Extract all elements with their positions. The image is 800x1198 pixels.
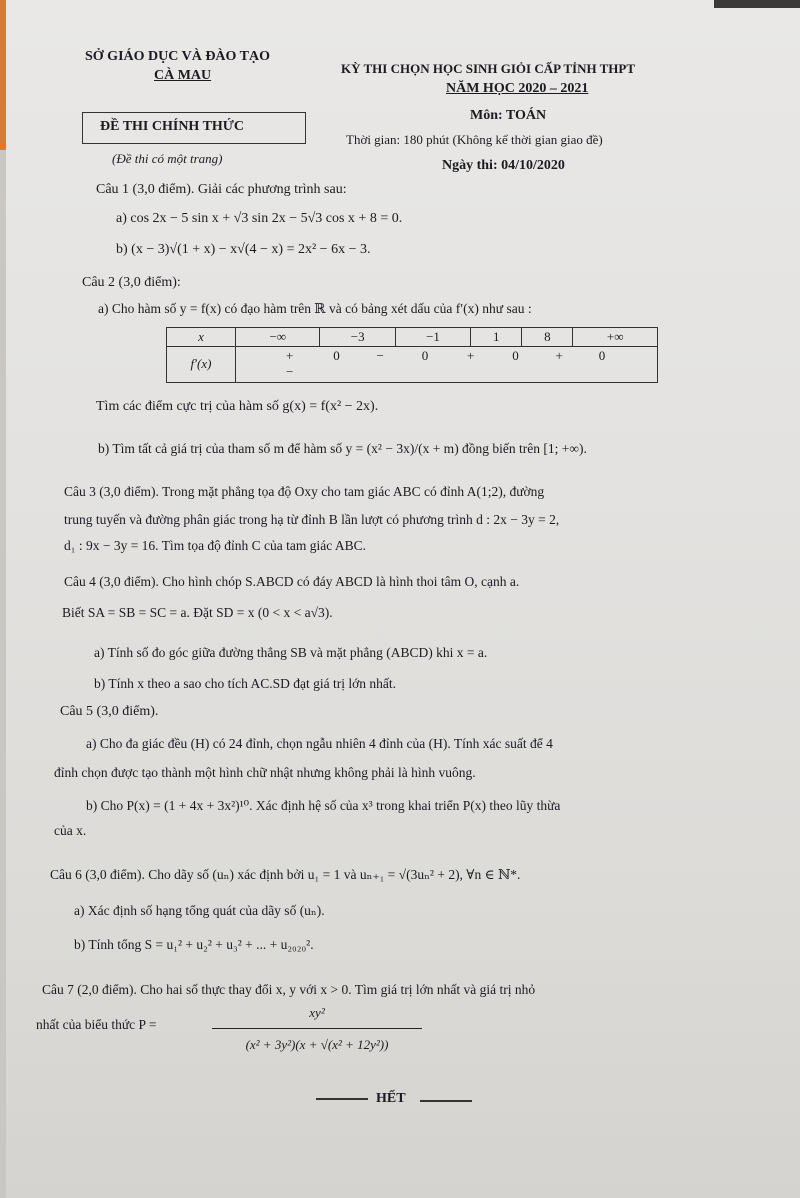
sign: − [376,348,384,364]
q7-fraction-bar [212,1028,422,1029]
q3-line1: Câu 3 (3,0 điểm). Trong mặt phẳng tọa độ Oxy cho tam giác ABC có đỉnh A(1;2), đường [64,484,545,499]
q3-line2: trung tuyến và đường phân giác trong hạ từ đỉnh B lần lượt có phương trình d : 2x − 3y = 2, [64,512,560,527]
end-rule-left [316,1098,368,1100]
q4-a: a) Tính số đo góc giữa đường thẳng SB và mặt phẳng (ABCD) khi x = a. [94,645,488,660]
q7-denominator: (x² + 3y²)(x + √(x² + 12y²)) [245,1037,389,1052]
q2-title: Câu 2 (3,0 điểm): [82,275,181,290]
q6-line1: Câu 6 (3,0 điểm). Cho dãy số (uₙ) xác định bởi u₁ = 1 và uₙ₊₁ = √(3uₙ² + 2), ∀n ∈ ℕ*. [50,867,521,882]
sign: + [286,348,294,364]
sign: 0 [421,348,429,364]
q4-b: b) Tính x theo a sao cho tích AC.SD đạt giá trị lớn nhất. [94,676,396,691]
sign-table-cell: −∞ [236,328,320,347]
q2-a: a) Cho hàm số y = f(x) có đạo hàm trên ℝ và có bảng xét dấu của f′(x) như sau : [98,301,532,316]
edge-shadow-top [714,0,800,8]
q4-line1: Câu 4 (3,0 điểm). Cho hình chóp S.ABCD có đáy ABCD là hình thoi tâm O, cạnh a. [64,574,520,589]
sign-table [166,327,658,383]
sign-table-cell: 1 [471,328,522,347]
sign-table-signs [236,346,658,382]
sign: + [555,348,563,364]
sign-table-cell: +∞ [573,328,658,347]
q5-b-line1: b) Cho P(x) = (1 + 4x + 3x²)¹⁰. Xác định hệ số của x³ trong khai triển P(x) theo lũy thừa [86,798,561,813]
q5-a-line2: đỉnh chọn được tạo thành một hình chữ nhật nhưng không phải là hình vuông. [54,765,476,780]
q5-a-line1: a) Cho đa giác đều (H) có 24 đỉnh, chọn ngẫu nhiên 4 đỉnh của (H). Tính xác suất để 4 [86,736,553,751]
q4-line2: Biết SA = SB = SC = a. Đặt SD = x (0 < x < a√3). [62,605,333,620]
q3-line3: d₁ : 9x − 3y = 16. Tìm tọa độ đỉnh C của tam giác ABC. [64,538,367,553]
exam-time: Thời gian: 180 phút (Không kể thời gian giao đề) [346,132,603,147]
subject: Môn: TOÁN [470,108,547,123]
sign: + [467,348,475,364]
q6-b: b) Tính tổng S = u₁² + u₂² + u₃² + ... + u₂₀₂₀². [74,937,314,952]
sign-table-row-fprime [167,346,658,382]
school-year: NĂM HỌC 2020 – 2021 [446,81,589,96]
end-rule-right [420,1100,472,1102]
dept-line2: CÀ MAU [154,68,212,83]
sign-table-cell: 8 [522,328,573,347]
exam-title: KỲ THI CHỌN HỌC SINH GIỎI CẤP TỈNH THPT [341,61,636,76]
end-label: HẾT [376,1091,406,1106]
q2-b: b) Tìm tất cả giá trị của tham số m để hàm số y = (x² − 3x)/(x + m) đồng biến trên [1; +∞). [98,441,587,456]
sign: 0 [598,348,606,364]
q6-a: a) Xác định số hạng tổng quát của dãy số (uₙ). [74,903,325,918]
page-note: (Đề thi có một trang) [112,151,223,166]
q1-a: a) cos 2x − 5 sin x + √3 sin 2x − 5√3 cos x + 8 = 0. [116,211,403,226]
sign-table-cell: −3 [320,328,395,347]
exam-paper [6,0,800,1198]
dept-line1: SỞ GIÁO DỤC VÀ ĐÀO TẠO [85,49,271,64]
sign: 0 [333,348,340,364]
sign-table-row-x [167,328,658,347]
sign: − [286,364,294,380]
q5-b-line2: của x. [54,823,87,838]
sign: 0 [512,348,519,364]
q2-a2: Tìm các điểm cực trị của hàm số g(x) = f(x² − 2x). [96,399,379,414]
sign-table-cell: x [167,328,236,347]
sign-table-cell: −1 [395,328,470,347]
q7-numerator: xy² [309,1005,325,1020]
q7-line1: Câu 7 (2,0 điểm). Cho hai số thực thay đổi x, y với x > 0. Tìm giá trị lớn nhất và giá trị nhỏ [42,982,536,997]
q1-b: b) (x − 3)√(1 + x) − x√(4 − x) = 2x² − 6x − 3. [116,242,371,257]
q1-title: Câu 1 (3,0 điểm). Giải các phương trình sau: [96,182,347,197]
q7-line2: nhất của biểu thức P = [36,1017,157,1032]
exam-date: Ngày thi: 04/10/2020 [442,158,565,173]
q5-title: Câu 5 (3,0 điểm). [60,704,159,719]
official-label: ĐỀ THI CHÍNH THỨC [100,119,245,134]
sign-table-cell: f′(x) [167,346,236,382]
